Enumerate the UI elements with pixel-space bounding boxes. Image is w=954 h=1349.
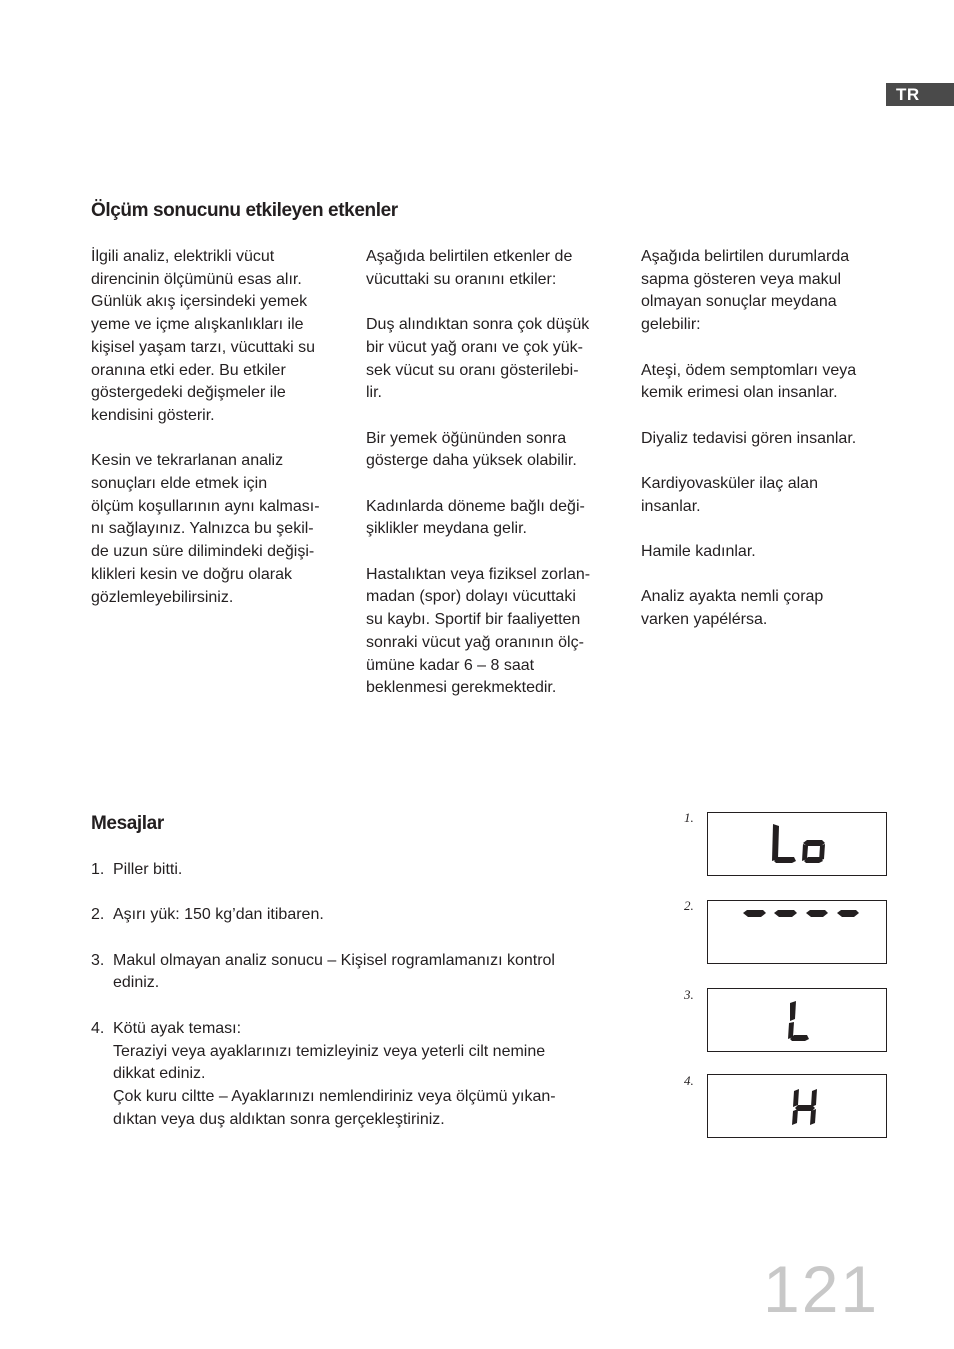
list-number: 2. <box>91 906 105 924</box>
lcd-display-h <box>707 1074 887 1138</box>
lcd-l-icon <box>708 989 888 1053</box>
list-text: Makul olmayan analiz sonucu – Kişisel rogramlamanızı kontrol ediniz. <box>113 951 555 992</box>
paragraph: Kesin ve tekrarlanan analiz sonuçları elde etmek için ölçüm koşullarının aynı kalması- nı sağlayınız. Yalnızca bu şekil- de uzun süre dilimindeki değişi- klikleri kesin ve doğru olarak gözlemleyebilirsiniz. <box>91 452 320 606</box>
list-number: 3. <box>91 951 105 969</box>
paragraph: Aşağıda belirtilen durumlarda sapma gösteren veya makul olmayan sonuçlar meydana gelebilir: <box>641 248 850 334</box>
lcd-display-lo <box>707 812 887 876</box>
paragraph: Bir yemek öğününden sonra gösterge daha yüksek olabilir. <box>366 429 577 470</box>
paragraph: Kadınlarda döneme bağlı deği- şiklikler meydana gelir. <box>366 497 585 538</box>
list-number: 1. <box>91 861 105 878</box>
paragraph: Kardiyovasküler ilaç alan insanlar. <box>641 474 818 515</box>
paragraph: Diyaliz tedavisi gören insanlar. <box>641 429 857 447</box>
display-number: 1. <box>684 810 694 825</box>
text-column-2 <box>366 246 624 723</box>
lcd-dashes-icon <box>708 901 888 965</box>
list-item <box>91 904 611 927</box>
section-title-messages: Mesajlar <box>91 813 164 834</box>
paragraph: Analiz ayakta nemli çorap varken yapélérsa. <box>641 588 824 629</box>
paragraph: Ateşi, ödem semptomları veya kemik erimesi olan insanlar. <box>641 361 857 402</box>
display-number: 2. <box>684 898 694 913</box>
list-item <box>91 950 611 995</box>
list-text: Kötü ayak teması: Teraziyi veya ayaklarınızı temizleyiniz veya yeterli cilt nemine dikkat ediniz. Çok kuru ciltte – Ayaklarınızı nemlendiriniz veya ölçümü yıkan- dıktan veya duş aldıktan sonra gerçekleştiriniz. <box>113 1019 556 1128</box>
text-column-3 <box>641 246 891 655</box>
page-number: 121 <box>763 1252 880 1326</box>
paragraph: İlgili analiz, elektrikli vücut direncinin ölçümünü esas alır. Günlük akış içersindeki yemek yeme ve içme alışkanlıkları ile kişisel yaşam tarzı, vücuttaki su oranına etki eder. Bu etkiler göstergedeki değişmeler ile kendisini gösterir. <box>91 248 316 424</box>
list-text: Piller bitti. <box>113 861 183 878</box>
lcd-h-icon <box>708 1075 888 1139</box>
display-number: 4. <box>684 1073 694 1088</box>
list-text: Aşırı yük: 150 kg’dan itibaren. <box>113 906 324 924</box>
paragraph: Hastalıktan veya fiziksel zorlan- madan (spor) dolayı vücuttaki su kaybı. Sportif bir faaliyetten sonraki vücut yağ oranının ölç- ümüne kadar 6 – 8 saat beklenmesi gerekmektedir. <box>366 565 591 697</box>
paragraph: Hamile kadınlar. <box>641 543 756 561</box>
lcd-display-l <box>707 988 887 1052</box>
paragraph: Aşağıda belirtilen etkenler de vücuttaki su oranını etkiler: <box>366 248 573 288</box>
section-title-factors: Ölçüm sonucunu etkileyen etkenler <box>91 200 398 221</box>
list-item <box>91 1018 611 1132</box>
paragraph: Duş alındıktan sonra çok düşük bir vücut yağ oranı ve çok yük- sek vücut su oranı gösterilebi- lir. <box>366 316 590 402</box>
list-item <box>91 859 611 882</box>
list-number: 4. <box>91 1019 105 1037</box>
lcd-display-overload <box>707 900 887 964</box>
display-number: 3. <box>684 987 694 1002</box>
text-column-1 <box>91 246 349 632</box>
language-tab: TR <box>886 83 954 106</box>
lcd-lo-icon <box>708 813 888 877</box>
messages-list <box>91 859 611 1154</box>
